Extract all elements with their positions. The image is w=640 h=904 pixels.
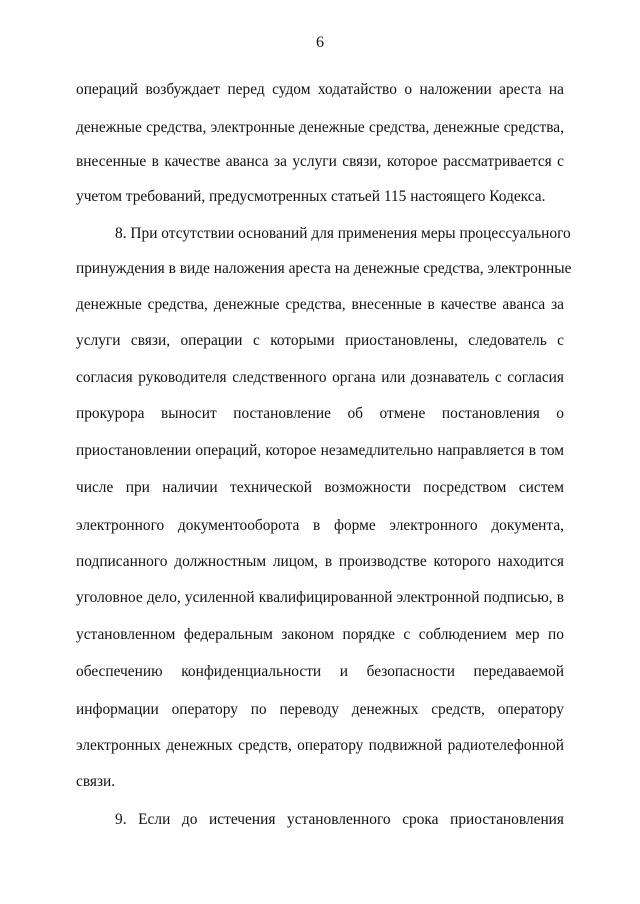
page-number: 6 (316, 34, 324, 51)
text-line: внесенные в качестве аванса за услуги связи, которое рассматривается с (76, 153, 564, 170)
text-line: информации оператору по переводу денежных средств, оператору (76, 701, 564, 718)
text-line: установленном федеральным законом порядке с соблюдением мер по (76, 626, 564, 643)
text-line: учетом требований, предусмотренных статьей 115 настоящего Кодекса. (76, 188, 546, 205)
text-line: операций возбуждает перед судом ходатайство о наложении ареста на (76, 81, 564, 98)
text-line: связи. (76, 773, 116, 790)
text-line: прокурора выносит постановление об отмене постановления о (76, 405, 564, 422)
text-line: приостановлении операций, которое незамедлительно направляется в том (76, 442, 564, 459)
text-line: 8. При отсутствии оснований для применения меры процессуального (115, 225, 571, 242)
text-line: электронного документооборота в форме электронного документа, (76, 517, 564, 534)
text-line: уголовное дело, усиленной квалифицированной электронной подписью, в (76, 589, 564, 606)
text-line: денежные средства, электронные денежные средства, денежные средства, (76, 119, 564, 136)
text-line: обеспечению конфиденциальности и безопасности передаваемой (76, 663, 564, 680)
text-line: 9. Если до истечения установленного срока приостановления (115, 811, 564, 828)
text-line: принуждения в виде наложения ареста на денежные средства, электронные (76, 260, 572, 277)
text-line: числе при наличии технической возможности посредством систем (76, 479, 564, 496)
text-line: электронных денежных средств, оператору подвижной радиотелефонной (76, 737, 564, 754)
text-line: услуги связи, операции с которыми приостановлены, следователь с (76, 332, 564, 349)
text-line: денежные средства, денежные средства, внесенные в качестве аванса за (76, 296, 564, 313)
text-line: подписанного должностным лицом, в производстве которого находится (76, 553, 564, 570)
text-line: согласия руководителя следственного органа или дознаватель с согласия (76, 369, 564, 386)
